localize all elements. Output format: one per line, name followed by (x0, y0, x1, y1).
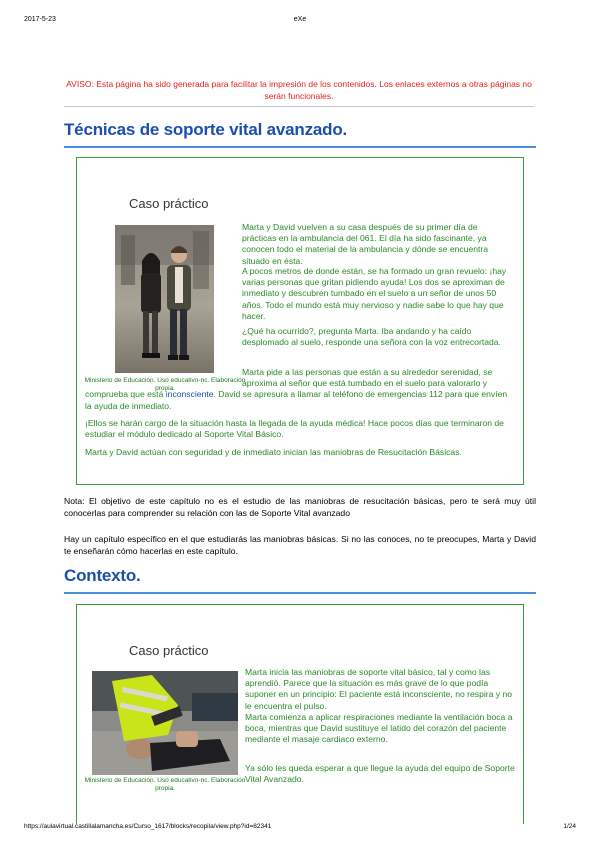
image-caption-2: Ministerio de Educación. Uso educativo-nc. Elaboración propia. (84, 777, 246, 792)
note-objective: Nota: El objetivo de este capítulo no es el estudio de las maniobras de resucitación básicas, pero te será muy útil conocerlas para comprender su relación con las de Soporte Vital avanzado (64, 496, 536, 518)
cpr-scene-image (92, 671, 238, 775)
case-text-p5: ¡Ellos se harán cargo de la situación hasta la llegada de la ayuda médica! Hace pocos días que terminaron de estudiar el módulo dedicado al Soporte Vital Básico. (85, 418, 504, 440)
section-heading-soporte-vital: Técnicas de soporte vital avanzado. (64, 120, 348, 139)
case2-text-p1: Marta inicia las maniobras de soporte vital básico, tal y como las aprendió. Parece que la situación es más grave de lo que podía suponer en un principio: El paciente está inconsciente, no respira y no le encuentra el pulso. (245, 667, 513, 711)
print-url: https://aulavirtual.castillalamancha.es/Curso_1617/blocks/recopila/view.php?id=82341 (24, 823, 272, 830)
case-text-p4-start: Marta pide a las personas que están a su alrededor serenidad, se aproxima al señor que está tumbado en el suelo para valorarlo y comprueba que está (85, 367, 493, 400)
case-text-p3: ¿Qué ha ocurrido?, pregunta Marta. Iba andando y ha caído desplomado al suelo, responde una señora con la voz entrecortada. (242, 326, 501, 348)
section-heading-contexto: Contexto. (64, 566, 141, 585)
case-study-title: Caso práctico (129, 196, 209, 211)
case-text-p1: Marta y David vuelven a su casa después de su primer día de prácticas en la ambulancia del 061. El día ha sido fascinante, ya conocen todo el material de la ambulancia y dónde se encuentra situado en ésta. (242, 222, 489, 266)
print-header (24, 16, 576, 26)
case-text-p4-end: . David se apresura a llamar al teléfono de emergencias 112 para que envíen la ayuda de inmediato. (85, 389, 508, 411)
case-text-p6: Marta y David actúan con seguridad y de inmediato inician las maniobras de Resucitación Básicas. (85, 447, 462, 457)
print-app-name: eXe (293, 16, 307, 23)
case-text-p4 (85, 367, 515, 412)
inconsciente-link[interactable]: inconsciente (165, 389, 214, 400)
section-heading-underline (64, 146, 536, 148)
cpr-scene-photo (92, 671, 238, 775)
page-number: 1/24 (563, 823, 576, 830)
case-study-box (76, 157, 524, 485)
case-text-p2: A pocos metros de donde están, se ha formado un gran revuelo: ¡hay varias personas que gritan pidiendo ayuda! Los dos se aproximan de inmediato y descubren tumbado en el suelo a un señor de unos 50 años. Todo el mundo está muy nervioso y nadie sabe lo que hay que hacer. (242, 266, 507, 321)
section-heading-underline-2 (64, 592, 536, 594)
print-notice: AVISO: Esta página ha sido generada para facilitar la impresión de los contenidos. Los enlaces externos a otras páginas no serán funcionales. (66, 79, 532, 101)
note-chapter: Hay un capítulo específico en el que estudiarás las maniobras básicas. Si no las conoces, no te preocupes, Marta y David te enseñarán cómo hacerlas en este capítulo. (64, 534, 536, 556)
case2-text-p3: Ya sólo les queda esperar a que llegue la ayuda del equipo de Soporte Vital Avanzado. (245, 763, 515, 785)
case-study-box-2 (76, 604, 524, 824)
case2-text-p2: Marta comienza a aplicar respiraciones mediante la ventilación boca a boca, mientras que David sustituye el latido del corazón del paciente mediante el masaje cardiaco externo. (245, 712, 513, 745)
image-caption: Ministerio de Educación. Uso educativo-nc. Elaboración propia. (84, 377, 246, 392)
couple-walking-image (115, 225, 214, 373)
notice-divider (64, 106, 534, 107)
print-footer (24, 823, 576, 833)
print-date: 2017-5-23 (24, 16, 56, 23)
couple-walking-photo (115, 225, 214, 373)
case-study-title-2: Caso práctico (129, 643, 209, 658)
